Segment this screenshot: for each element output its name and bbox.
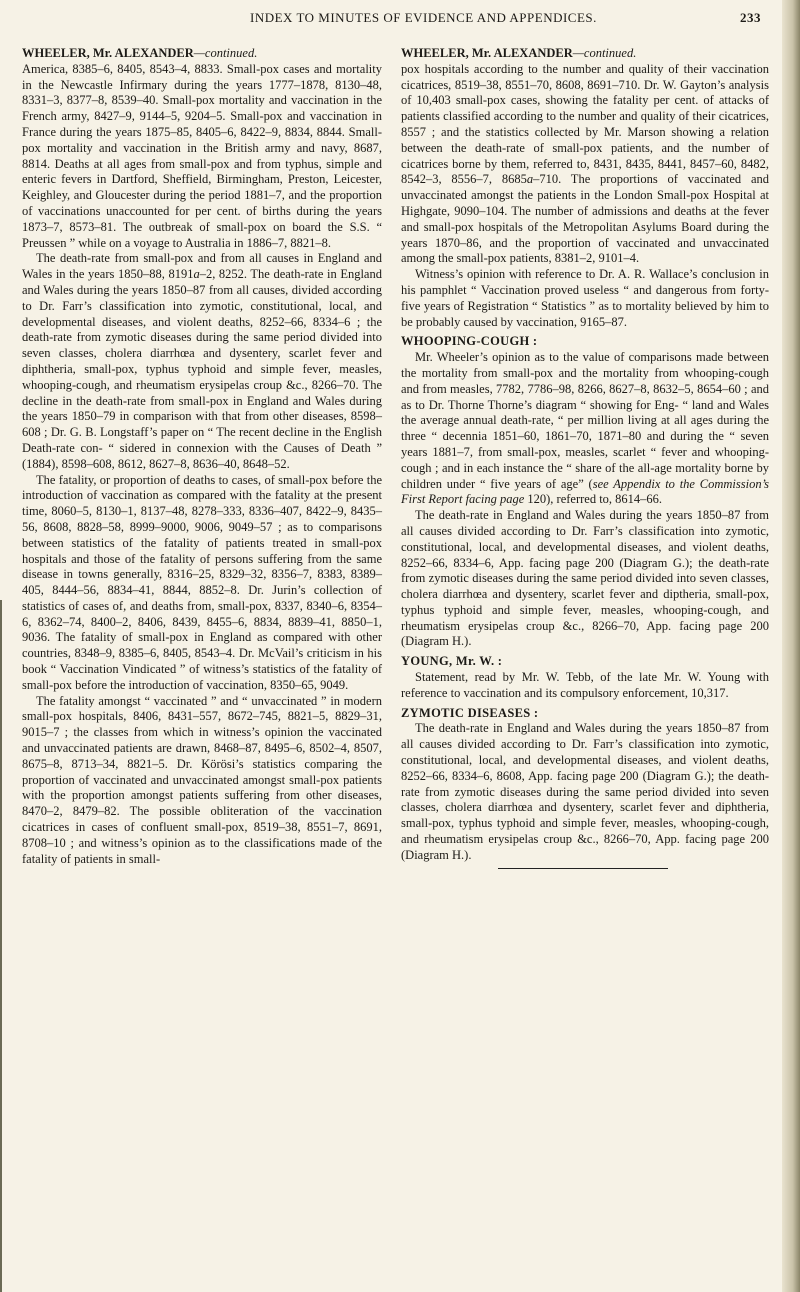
end-rule: [498, 868, 668, 869]
entry-name: WHEELER, Mr. ALEXANDER: [22, 46, 194, 60]
continued-label: —continued.: [572, 46, 637, 60]
paragraph: Statement, read by Mr. W. Tebb, of the late Mr. W. Young with reference to vaccination and its compulsory enforcement, 10,317.: [401, 670, 769, 700]
text-run: Mr. Wheeler’s opinion as to the value of comparisons made between the mortality from small-pox and the mortality from whooping-cough and from measles, 7782, 7786–98, 8266, 8627–8, 8632–5, 8654–60 ; and as to Dr. Thorne Thorne’s diagram “ showing for Eng- “ land and Wales the average annual death-rate, “ per million living at all ages during the three “ decennia 1851–60, 1861–70, 1871–80 and during the “ seven years 1881–7, from small-pox, measles, scarlet “ fever and whooping-cough ; and in each instance the “ share of the all-age mortality borne by children under “ five years of age” (: [401, 350, 769, 491]
running-title: INDEX TO MINUTES OF EVIDENCE AND APPENDICES.: [250, 10, 597, 25]
entry-heading-young: YOUNG, Mr. W. :: [401, 654, 503, 669]
entry-heading-whooping-cough: WHOOPING-COUGH :: [401, 334, 538, 349]
entry-heading-zymotic: ZYMOTIC DISEASES :: [401, 705, 539, 720]
continued-label: —continued.: [193, 46, 258, 60]
paragraph: Witness’s opinion with reference to Dr. A. R. Wallace’s conclusion in his pamphlet “ Vaccination proved useless “ and dangerous from forty-five years of Registration “ Statistics ” as to mortality believed by him to be probably caused by vaccination, 9165–87.: [401, 267, 769, 329]
page-number: 233: [740, 10, 761, 25]
paragraph: The fatality amongst “ vaccinated ” and “ unvaccinated ” in modern small-pox hospitals, 8406, 8431–557, 8672–745, 8821–5, 8829–31, 9015–7 ; the classes from which in witness’s opinion the vaccinated and unvaccinated patients are drawn, 8468–87, 8495–6, 8502–4, 8507, 8675–8, 8713–34, 8821–5. Dr. Körösi’s statistics comparing the proportion of vaccinated and unvaccinated amongst small-pox patients with the proportion amongst patients suffering from other diseases, 8470–2, 8479–82. The possible obliteration of the vaccination cicatrices in cases of confluent small-pox, 8519–38, 8551–7, 8691, 8708–10 ; and witness’s opinion as to the classifications made of the fatality of patients in small-: [22, 693, 382, 866]
entry-heading-wheeler: [401, 46, 769, 62]
left-column: [22, 46, 382, 867]
paragraph: The death-rate in England and Wales during the years 1850–87 from all causes divided according to Dr. Farr’s classification into zymotic, constitutional, local, and developmental diseases, and violent deaths, 8252–66, 8334–6, 8608, App. facing page 200 (Diagram G.); the death-rate from zymotic diseases during the same period divided into seven classes, cholera diarrhœa and dysentery, scarlet fever and diphtheria, small-pox, typhus typhoid and simple fever, measles, whooping-cough, and rheumatism erysipelas croup &c., 8266–70, App. facing page 200 (Diagram H.).: [401, 721, 769, 862]
paragraph: The death-rate in England and Wales during the years 1850–87 from all causes divided according to Dr. Farr’s classification into zymotic, constitutional, local, and developmental diseases, and violent deaths, 8252–66, 8334–6, App. facing page 200 (Diagram G.); the death-rate from zymotic diseases during the same period divided into seven classes, cholera diarrhœa and dysentery, scarlet fever and diptheria, small-pox, typhus typhoid and simple fever, measles, whooping-cough, and rheumatism erysipelas croup &c., 8266–70, App. facing page 200 (Diagram H.).: [401, 508, 769, 649]
paragraph: America, 8385–6, 8405, 8543–4, 8833. Small-pox cases and mortality in the Newcastle Infirmary during the years 1777–1878, 8130–48, 8331–3, 8377–8, 8539–40. Small-pox mortality and vaccination in the French army, 8427–9, 9144–5, 9204–5. Small-pox and vaccination in France during the years 1875–85, 8405–6, 8422–9, 8834, 8844. Small-pox mortality and vaccination in the British army and navy, 8687, 8814. Deaths at all ages from small-pox and from typhus, simple and enteric fevers in Dartford, Sheffield, Birmingham, Preston, Leicester, Keighley, and Gloucester during the period 1881–7, and the proportion of vaccinations unaccounted for per cent. of births during the years 1873–7, 8573–81. The outbreak of small-pox on board the S.S. “ Preussen ” while on a voyage to Australia in 1886–7, 8821–8.: [22, 61, 382, 250]
paragraph: [22, 251, 382, 472]
paragraph: [401, 350, 769, 508]
entry-name: WHEELER, Mr. ALEXANDER: [401, 46, 573, 60]
text-run: 120), referred to, 8614–66.: [524, 492, 663, 507]
text-run: a: [193, 267, 200, 282]
margin-rule: [0, 600, 2, 1292]
text-run: see Appendix to the Commission’s First Report facing page: [401, 476, 769, 507]
text-run: a: [526, 172, 534, 187]
page-edge-shadow: [782, 0, 800, 1292]
paragraph: [401, 62, 769, 267]
text-run: –710. The proportions of vaccinated and unvaccinated amongst the patients in the London Small-pox Hospital at Highgate, 9090–104. The number of admissions and deaths at the fever and small-pox hospitals of the Metropolitan Asylums Board during the years 1870–86, and the proportion of vaccinated and unvaccinated among the small-pox patients, 8381–2, 9101–4.: [401, 172, 769, 266]
entry-heading-wheeler: [22, 46, 382, 62]
right-column: [401, 46, 769, 864]
text-run: –2, 8252. The death-rate in England and Wales during the years 1850–87 from all causes, divided according to Dr. Farr’s classification into zymotic, constitutional, local, and developmental diseases, and violent deaths, 8252–66, 8334–6 ; the death-rate from zymotic diseases during the same period divided into seven classes, cholera diarrhœa and dysentery, scarlet fever and diphtheria, small-pox, typhus typhoid and simple fever, measles, whooping-cough, and rheumatism erysipelas croup &c., 8266–70. The decline in the death-rate from small-pox in England and Wales during the years 1850–79 in comparison with that from other diseases, 8598–608 ; Dr. G. B. Longstaff’s paper on “ The recent decline in the English Death-rate con- “ sidered in connexion with the Causes of Death ” (1884), 8598–608, 8612, 8627–8, 8636–40, 8648–52.: [22, 267, 382, 471]
text-run: pox hospitals according to the number and quality of their vaccination cicatrices, 8519–38, 8551–70, 8608, 8691–710. Dr. W. Gayton’s analysis of 10,403 small-pox cases, showing the fatality per cent. of attacks of patients classified according to the number and quality of their cicatrices, 8557 ; and the statistics collected by Mr. Marson showing a relation between the death-rate of small-pox patients, and the number of cicatrices borne by them, referred to, 8431, 8435, 8441, 8457–60, 8482, 8542–3, 8556–7, 8685: [401, 61, 769, 187]
paragraph: The fatality, or proportion of deaths to cases, of small-pox before the introduction of vaccination as compared with the fatality at the present time, 8060–5, 8130–1, 8137–48, 8278–333, 8336–407, 8422–9, 8435–56, 8608, 8828–58, 8999–9000, 9006, 9049–57 ; as to comparisons between statistics of the fatality of patients treated in small-pox hospitals and those of the fatality of persons suffering from the same disease in towns generally, 8316–25, 8329–32, 8356–7, 8383, 8389–405, 8444–56, 8834–41, 8844, 8852–8. Dr. Jurin’s collection of statistics of cases of, and deaths from, small-pox, 8337, 8340–6, 8354–6, 8362–74, 8400–2, 8406, 8439, 8455–6, 8834, 8839–41, 8850–1, 9036. The fatality of small-pox in England as compared with other countries, 8348–9, 8385–6, 8405, 8543–4. Dr. McVail’s criticism in his book “ Vaccination Vindicated ” of witness’s statistics of the fatality of small-pox before the introduction of vaccination, 8350–65, 9049.: [22, 472, 382, 692]
text-run: The death-rate from small-pox and from all causes in England and Wales in the years 1850–88, 8191: [22, 251, 382, 282]
